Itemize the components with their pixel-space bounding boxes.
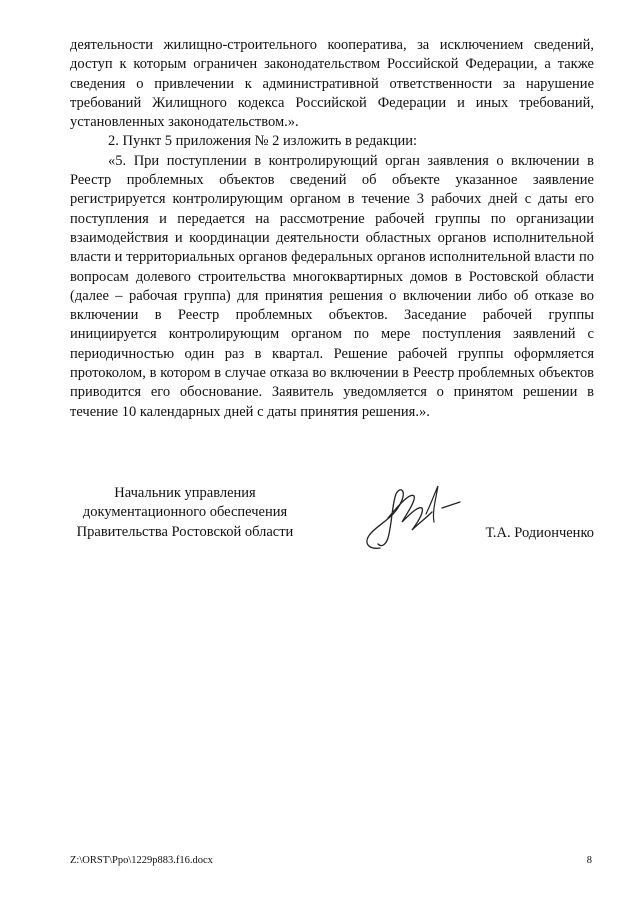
footer-file-path: Z:\ORST\Ppo\1229p883.f16.docx [70, 855, 213, 866]
signatory-name: Т.А. Родионченко [485, 525, 594, 541]
document-body [70, 36, 594, 422]
paragraph-continuation: деятельности жилищно-строительного кооператива, за исключением сведений, доступ к которым ограничен законодательством Российской Федерации, а также сведения о привлечении к административной ответственности за нарушение требований Жилищного кодекса Российской Федерации и иных требований, установленных законодательством.». [70, 37, 594, 131]
paragraph-item-2: 2. Пункт 5 приложения № 2 изложить в редакции: [108, 133, 418, 150]
page-number: 8 [586, 855, 592, 866]
signatory-title-line: Начальник управления [114, 485, 256, 501]
signatory-title [70, 484, 300, 542]
signature-block [70, 484, 594, 564]
signatory-title-line: документационного обеспечения [82, 504, 288, 521]
paragraph-item-5-text: «5. При поступлении в контролирующий орган заявления о включении в Реестр проблемных объектов сведений об объекте указанное заявление регистрируется контролирующим органом в течение 3 рабочих дней с даты его поступления и передается на рассмотрение рабочей группы по организации взаимодействия и координации деятельности областных органов исполнительной власти и территориальных органов федеральных органов исполнительной власти по вопросам долевого строительства многоквартирных домов в Ростовской области (далее – рабочая группа) для принятия решения о включении либо об отказе во включении в Реестр проблемных объектов. Заседание рабочей группы инициируется контролирующим органом по мере поступления заявлений с периодичностью один раз в квартал. Решение рабочей группы оформляется протоколом, в котором в случае отказа во включении в Реестр проблемных объектов приводится его обоснование. Заявитель уведомляется о принятом решении в течение 10 календарных дней с даты принятия решения.». [70, 152, 594, 420]
signatory-title-line: Правительства Ростовской области [76, 523, 294, 540]
handwritten-signature [352, 478, 462, 556]
